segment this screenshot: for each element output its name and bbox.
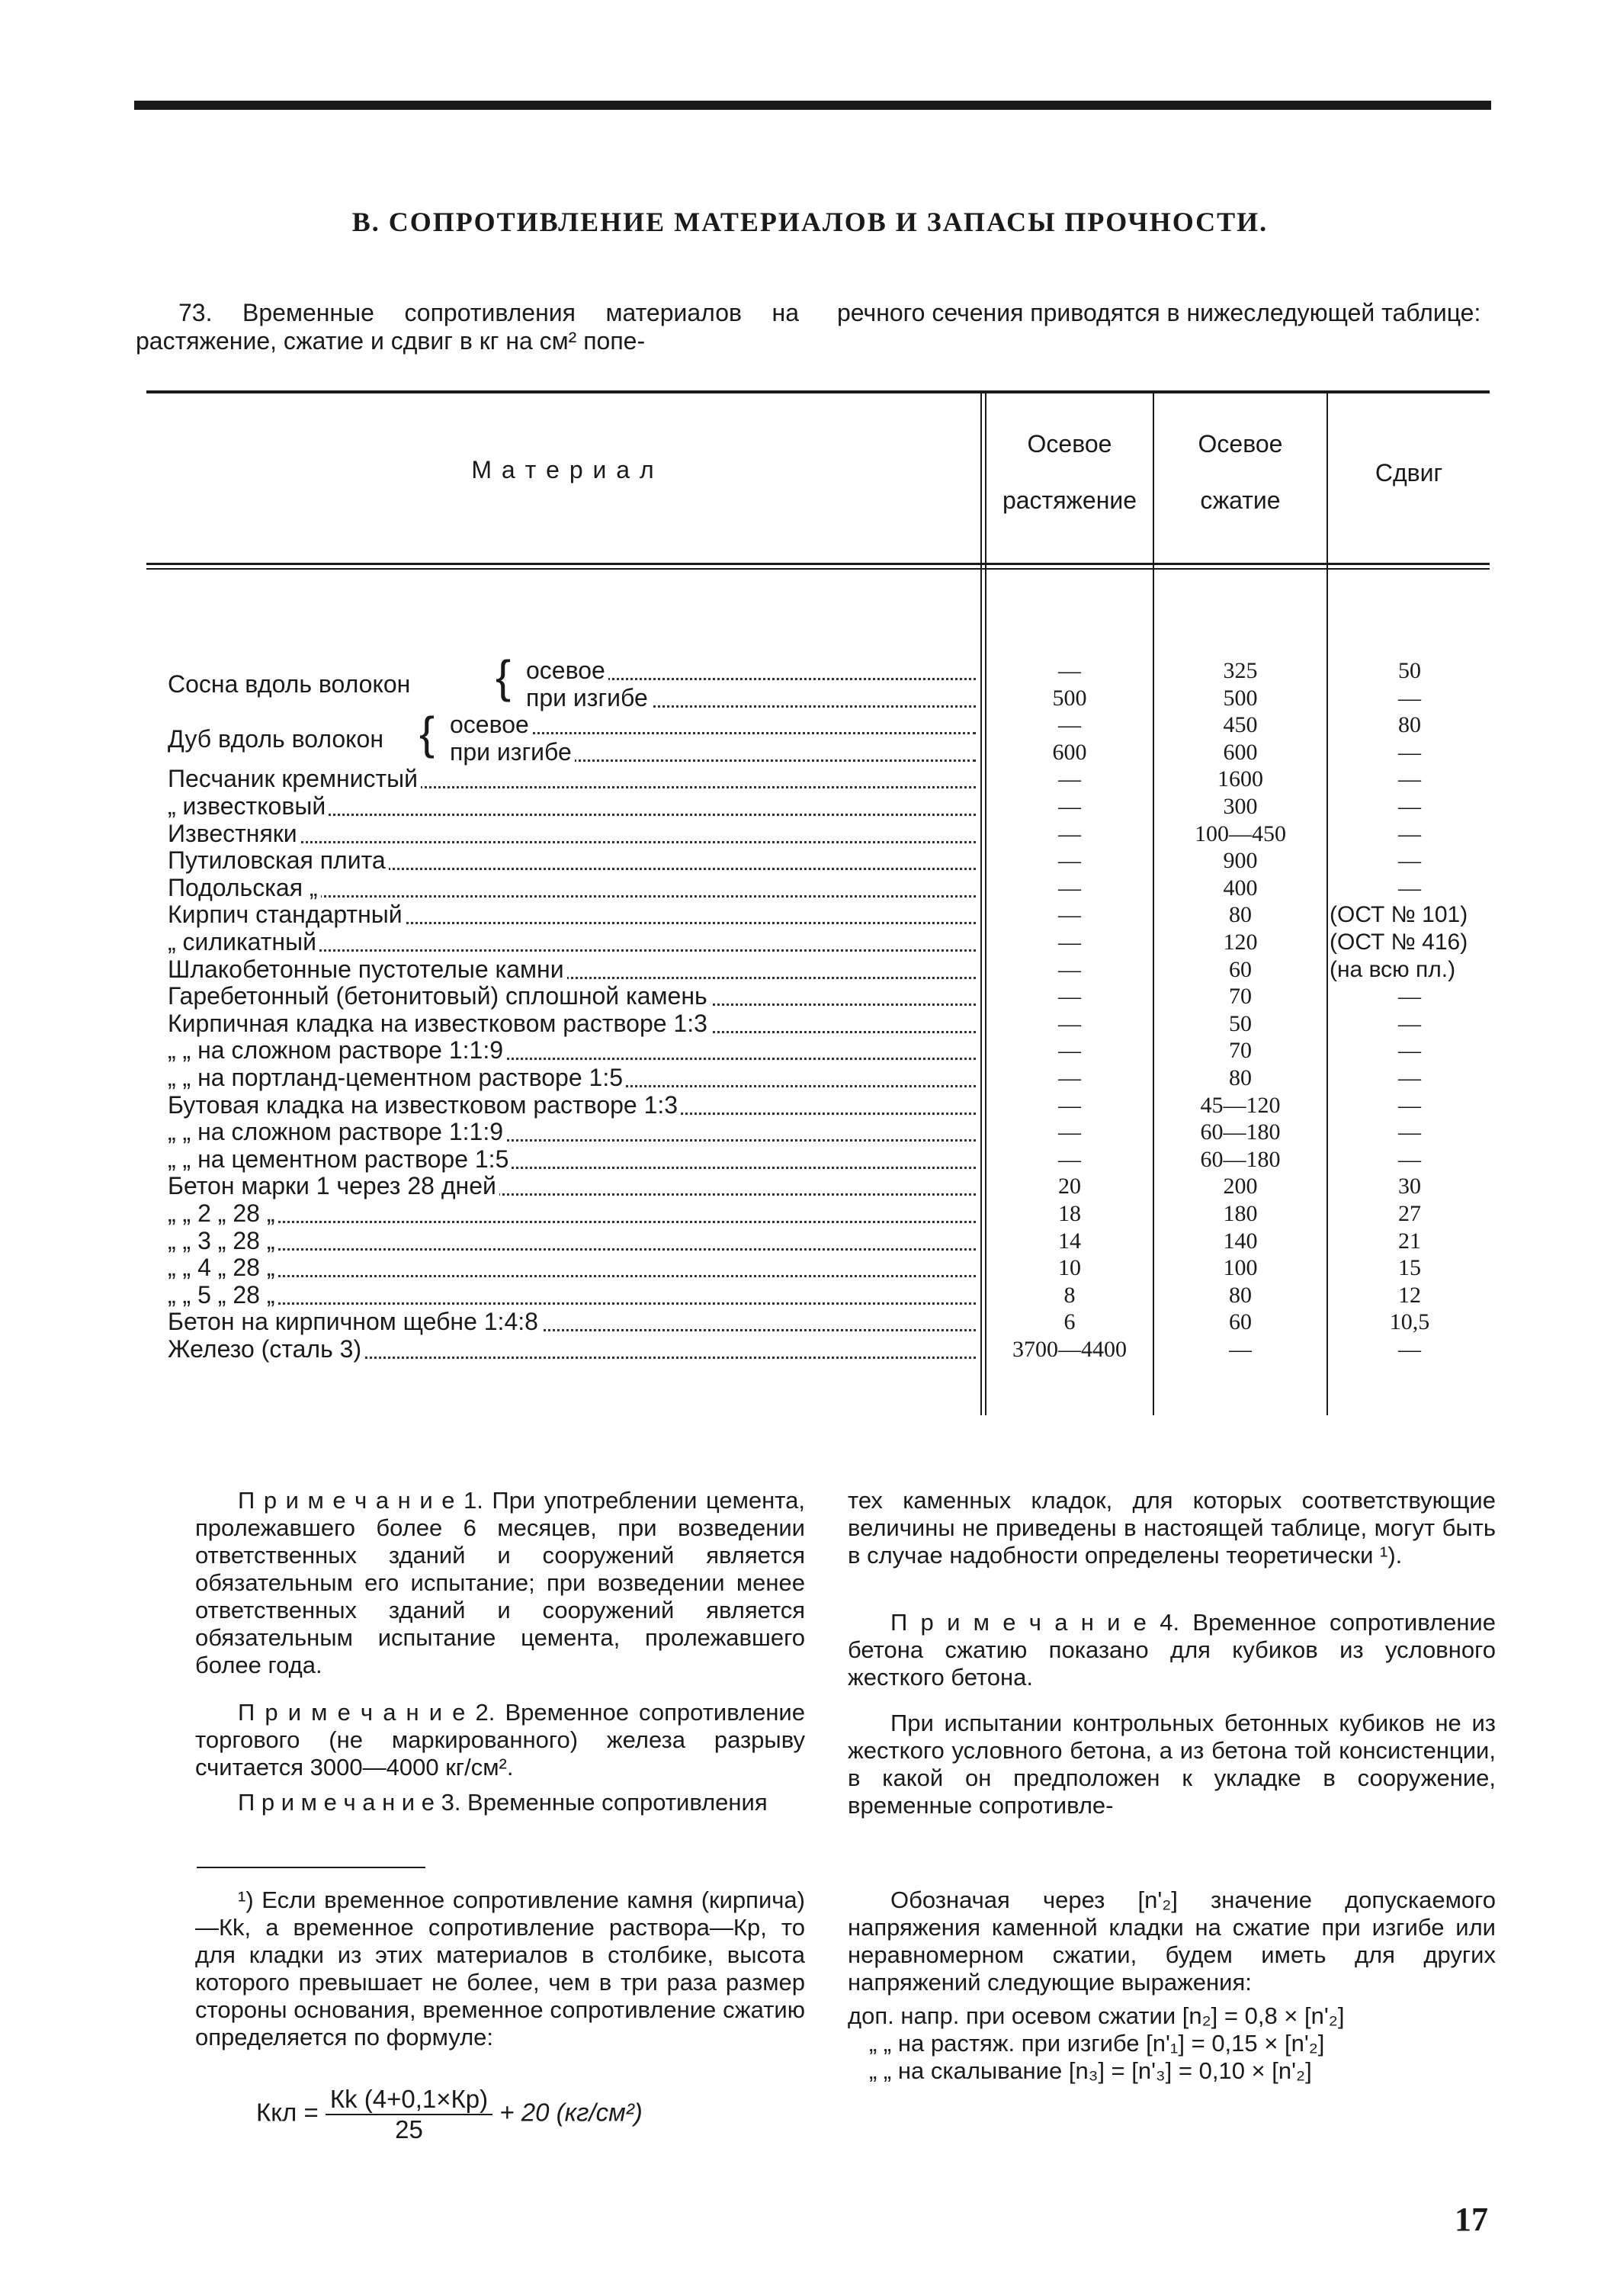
intro-left: 73. Временные сопротивления материалов на растяжение, сжатие и сдвиг в кг на см² попе- xyxy=(136,299,799,355)
cell-shear: (ОСТ № 416) xyxy=(1330,930,1468,955)
formula-denominator: 25 xyxy=(395,2115,423,2143)
table-header-rule xyxy=(146,563,1490,565)
table-row xyxy=(168,1065,976,1092)
header-tension-2: растяжение xyxy=(1002,486,1137,514)
intro-right: речного сечения приводятся в нижеследующей таблице: xyxy=(837,299,1481,326)
cell-shear: — xyxy=(1398,848,1421,874)
row-label: „ „ 3 „ 28 „ xyxy=(168,1228,277,1254)
cell-shear: — xyxy=(1398,1146,1421,1172)
cell-tension: — xyxy=(1058,1010,1081,1036)
cell-tension: — xyxy=(1058,930,1081,955)
cell-compression: 325 xyxy=(1223,658,1258,683)
stress-line-1: доп. напр. при осевом сжатии [n₂] = 0,8 × [n'₂] xyxy=(848,2002,1345,2029)
cell-tension: 600 xyxy=(1052,739,1087,765)
cell-shear: 21 xyxy=(1398,1228,1421,1254)
cell-tension: 10 xyxy=(1058,1255,1081,1281)
row-label: Шлакобетонные пустотелые камни xyxy=(168,956,567,983)
row-label: „ „ 5 „ 28 „ xyxy=(168,1282,277,1309)
table-row xyxy=(168,875,976,902)
testing-paragraph: При испытании контрольных бетонных кубиков не из жесткого условного бетона, а из бетона той консистенции, в какой он предположен к укладке в сооружение, временные сопротивле- xyxy=(848,1710,1496,1819)
group-oak: Дуб вдоль волокон xyxy=(168,725,383,753)
table-row xyxy=(168,1282,976,1309)
stress-line-3: „ „ на скалывание [n₃] = [n'₃] = 0,10 × [n'₂] xyxy=(869,2057,1312,2084)
row-label: Гаребетонный (бетонитовый) сплошной камень xyxy=(168,983,711,1010)
brace-oak: { xyxy=(419,708,435,759)
cell-tension: 18 xyxy=(1058,1201,1081,1226)
cell-shear: — xyxy=(1398,1119,1421,1145)
header-compression-1: Осевое xyxy=(1198,430,1283,458)
row-label: „ „ 2 „ 28 „ xyxy=(168,1200,277,1227)
cell-shear: 15 xyxy=(1398,1255,1421,1281)
cell-compression: 80 xyxy=(1229,1282,1252,1308)
row-label: Песчаник кремнистый xyxy=(168,766,421,792)
cell-compression: 60 xyxy=(1229,956,1252,982)
cell-shear: 50 xyxy=(1398,658,1421,683)
stress-line-2: „ „ на растяж. при изгибе [n'₁] = 0,15 × [n'₂] xyxy=(869,2030,1325,2057)
cell-shear: — xyxy=(1398,766,1421,792)
note-3-continuation: тех каменных кладок, для которых соответствующие величины не приведены в настоящей таблице, могут быть в случае надобности определены теоретически ¹). xyxy=(848,1487,1496,1569)
cell-tension: 6 xyxy=(1063,1309,1076,1335)
table-row xyxy=(168,983,976,1010)
cell-compression: 120 xyxy=(1223,930,1258,955)
cell-compression: 500 xyxy=(1223,685,1258,711)
cell-tension: — xyxy=(1058,1146,1081,1172)
cell-tension: — xyxy=(1058,1119,1081,1145)
cell-compression: 300 xyxy=(1223,794,1258,819)
leader-dots xyxy=(168,1275,976,1277)
cell-shear: — xyxy=(1398,875,1421,901)
table-row xyxy=(168,956,976,984)
row-label: Подольская „ xyxy=(168,875,321,901)
table-row xyxy=(168,929,976,956)
table-row xyxy=(168,793,976,820)
table-row xyxy=(168,1010,976,1038)
row-label: „ „ на цементном растворе 1:5 xyxy=(168,1146,512,1173)
cell-shear: — xyxy=(1398,1038,1421,1064)
leader-dots xyxy=(168,1302,976,1305)
note-3: П р и м е ч а н и е 3. Временные сопротивления xyxy=(238,1789,768,1816)
cell-tension: — xyxy=(1058,848,1081,874)
table-row xyxy=(168,1200,976,1228)
cell-tension: — xyxy=(1058,820,1081,846)
cell-compression: 450 xyxy=(1223,712,1258,738)
table-row xyxy=(526,685,976,712)
row-label: при изгибе xyxy=(450,739,575,766)
cell-tension: — xyxy=(1058,794,1081,819)
cell-compression: 100—450 xyxy=(1195,820,1286,846)
cell-shear: 80 xyxy=(1398,712,1421,738)
formula-right: + 20 (кг/см²) xyxy=(499,2098,643,2127)
cell-compression: 60—180 xyxy=(1200,1119,1281,1145)
page-number: 17 xyxy=(1455,2201,1488,2238)
cell-tension: — xyxy=(1058,984,1081,1010)
note-2: П р и м е ч а н и е 2. Временное сопротивление торгового (не маркированного) железа разрыву считается 3000—4000 кг/см². xyxy=(195,1699,805,1781)
row-label: Бетон марки 1 через 28 дней xyxy=(168,1173,499,1199)
table-row xyxy=(168,766,976,793)
cell-shear: — xyxy=(1398,739,1421,765)
table-row xyxy=(168,1092,976,1119)
formula-left: Ккл = xyxy=(256,2098,319,2127)
table-row xyxy=(168,847,976,875)
cell-compression: 70 xyxy=(1229,984,1252,1010)
row-label: Кирпичная кладка на известковом растворе 1:3 xyxy=(168,1010,711,1037)
cell-shear: — xyxy=(1398,1337,1421,1362)
cell-shear: (ОСТ № 101) xyxy=(1330,902,1468,928)
header-material: М а т е р и а л xyxy=(471,456,656,483)
cell-shear: 12 xyxy=(1398,1282,1421,1308)
row-label: „ „ 4 „ 28 „ xyxy=(168,1254,277,1281)
cell-compression: 50 xyxy=(1229,1010,1252,1036)
cell-shear: (на всю пл.) xyxy=(1330,956,1456,982)
row-label: Кирпич стандартный xyxy=(168,901,406,928)
leader-dots xyxy=(168,1221,976,1223)
cell-tension: 500 xyxy=(1052,685,1087,711)
brace-pine: { xyxy=(496,651,512,702)
cell-compression: 600 xyxy=(1223,739,1258,765)
table-row xyxy=(526,657,976,685)
table-row xyxy=(168,1037,976,1065)
cell-tension: — xyxy=(1058,1092,1081,1118)
cell-tension: — xyxy=(1058,902,1081,928)
cell-compression: 200 xyxy=(1223,1174,1258,1199)
table-row xyxy=(450,711,976,739)
cell-compression: 80 xyxy=(1229,1065,1252,1090)
cell-tension: — xyxy=(1058,658,1081,683)
cell-shear: 30 xyxy=(1398,1174,1421,1199)
row-label: Бетон на кирпичном щебне 1:4:8 xyxy=(168,1309,541,1335)
table-row xyxy=(168,1146,976,1174)
cell-tension: — xyxy=(1058,712,1081,738)
cell-compression: 400 xyxy=(1223,875,1258,901)
note-1: П р и м е ч а н и е 1. При употреблении цемента, пролежавшего более 6 месяцев, при возведении ответственных зданий и сооружений является обязательным его испытание; при возведении менее ответственных зданий и сооружений является обязательным испытание цемента, пролежавшего более года. xyxy=(195,1487,805,1678)
table-row xyxy=(168,901,976,929)
cell-shear: — xyxy=(1398,685,1421,711)
table-row xyxy=(168,1228,976,1255)
footnote-text: ¹) Если временное сопротивление камня (кирпича)—Кk, а временное сопротивление раствора—Кр, то для кладки из этих материалов в столбике, высота которого превышает не более, чем в три раза размер стороны основания, временное сопротивление сжатию определяется по формуле: xyxy=(195,1887,805,2050)
cell-shear: — xyxy=(1398,1065,1421,1090)
cell-shear: — xyxy=(1398,794,1421,819)
cell-shear: — xyxy=(1398,820,1421,846)
row-label: „ „ на сложном растворе 1:1:9 xyxy=(168,1119,506,1145)
cell-tension: 8 xyxy=(1063,1282,1076,1308)
row-label: Путиловская плита xyxy=(168,847,389,874)
col-divider-1 xyxy=(980,393,982,1415)
table-row xyxy=(168,1254,976,1282)
table-header-rule-2 xyxy=(146,568,1490,570)
table-top-rule xyxy=(146,390,1490,393)
row-label: осевое xyxy=(450,711,532,738)
table-row xyxy=(168,1173,976,1200)
top-rule xyxy=(134,101,1491,110)
footnote-rule xyxy=(197,1867,425,1868)
cell-compression: 900 xyxy=(1223,848,1258,874)
cell-compression: — xyxy=(1229,1337,1252,1362)
header-compression-2: сжатие xyxy=(1200,486,1281,514)
row-label: при изгибе xyxy=(526,685,651,711)
cell-tension: 3700—4400 xyxy=(1012,1337,1127,1362)
table-row xyxy=(450,739,976,766)
cell-shear: — xyxy=(1398,1010,1421,1036)
header-shear: Сдвиг xyxy=(1375,459,1443,486)
cell-compression: 70 xyxy=(1229,1038,1252,1064)
section-title: В. СОПРОТИВЛЕНИЕ МАТЕРИАЛОВ И ЗАПАСЫ ПРОЧНОСТИ. xyxy=(351,207,1269,237)
cell-compression: 1600 xyxy=(1217,766,1263,792)
cell-compression: 60—180 xyxy=(1200,1146,1281,1172)
cell-compression: 100 xyxy=(1223,1255,1258,1281)
row-label: „ „ на сложном растворе 1:1:9 xyxy=(168,1037,506,1064)
table-row xyxy=(168,820,976,848)
formula-fraction xyxy=(326,2085,492,2144)
row-label: Известняки xyxy=(168,820,300,847)
cell-compression: 60 xyxy=(1229,1309,1252,1335)
group-pine: Сосна вдоль волокон xyxy=(168,670,411,698)
stress-paragraph: Обозначая через [n'₂] значение допускаемого напряжения каменной кладки на сжатие при изгибе или неравномерном сжатии, будем иметь для других напряжений следующие выражения: xyxy=(848,1887,1496,1996)
header-tension-1: Осевое xyxy=(1027,430,1112,458)
row-label: Железо (сталь 3) xyxy=(168,1336,364,1363)
footnote-formula xyxy=(256,2085,643,2144)
table-row xyxy=(168,1336,976,1363)
cell-compression: 80 xyxy=(1229,902,1252,928)
row-label: осевое xyxy=(526,657,608,684)
cell-tension: — xyxy=(1058,1038,1081,1064)
table-row xyxy=(168,1119,976,1146)
formula-numerator: Кk (4+0,1×Кр) xyxy=(326,2085,492,2115)
row-label: „ „ на портланд-цементном растворе 1:5 xyxy=(168,1065,626,1091)
cell-shear: 27 xyxy=(1398,1201,1421,1226)
cell-shear: — xyxy=(1398,984,1421,1010)
table-row xyxy=(168,1309,976,1336)
cell-tension: — xyxy=(1058,956,1081,982)
row-label: „ известковый xyxy=(168,793,329,820)
cell-tension: — xyxy=(1058,766,1081,792)
cell-tension: 14 xyxy=(1058,1228,1081,1254)
cell-compression: 45—120 xyxy=(1200,1092,1281,1118)
cell-compression: 180 xyxy=(1223,1201,1258,1226)
cell-compression: 140 xyxy=(1223,1228,1258,1254)
cell-tension: — xyxy=(1058,1065,1081,1090)
leader-dots xyxy=(168,1248,976,1251)
row-label: „ силикатный xyxy=(168,929,319,955)
cell-tension: 20 xyxy=(1058,1174,1081,1199)
note-4: П р и м е ч а н и е 4. Временное сопротивление бетона сжатию показано для кубиков из условного жесткого бетона. xyxy=(848,1609,1496,1691)
cell-tension: — xyxy=(1058,875,1081,901)
row-label: Бутовая кладка на известковом растворе 1:3 xyxy=(168,1092,681,1119)
cell-shear: 10,5 xyxy=(1389,1309,1430,1335)
cell-shear: — xyxy=(1398,1092,1421,1118)
